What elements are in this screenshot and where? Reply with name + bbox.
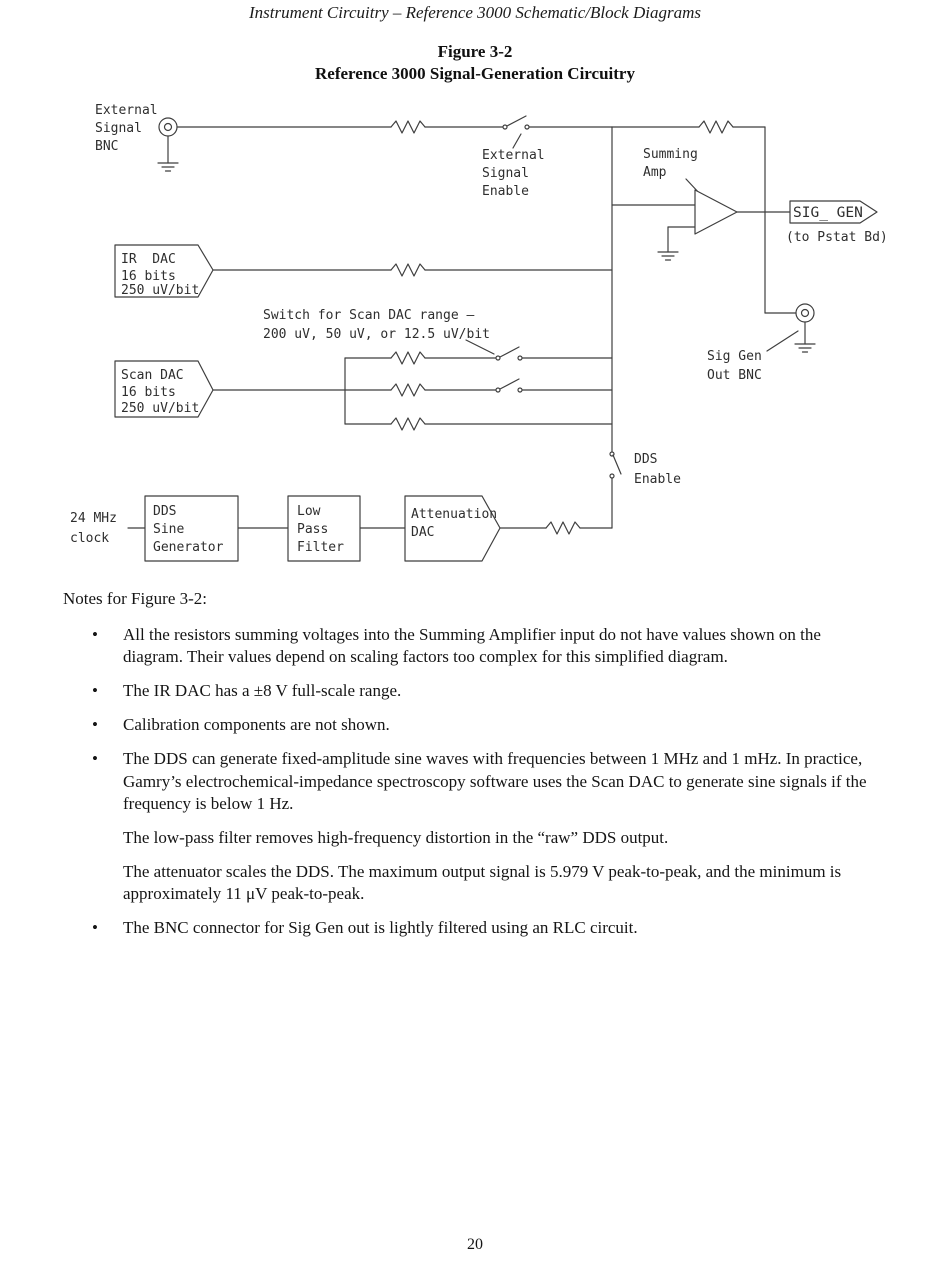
switch-scan-range-1 — [496, 347, 522, 360]
external-signal-enable-label-2: Signal — [482, 166, 529, 181]
figure-title: Reference 3000 Signal-Generation Circuitry — [315, 64, 635, 83]
dds-gen-label-2: Sine — [153, 522, 185, 537]
external-signal-bnc-connector — [159, 118, 177, 136]
dds-sine-generator-block — [145, 496, 238, 561]
scan-switch-note-2: 200 uV, 50 uV, or 12.5 uV/bit — [263, 327, 490, 342]
circuit-diagram — [0, 0, 950, 578]
running-header: Instrument Circuitry – Reference 3000 Schematic/Block Diagrams — [249, 3, 701, 22]
switch-scan-range-2 — [496, 379, 522, 392]
atten-dac-label-2: DAC — [411, 525, 435, 540]
note-item-5 — [63, 827, 883, 849]
clock-label-2: clock — [70, 531, 110, 546]
dds-enable-label-1: DDS — [634, 452, 658, 467]
atten-dac-label-1: Attenuation — [411, 507, 498, 522]
low-pass-filter-block — [288, 496, 360, 561]
summing-amp-label-1: Summing — [643, 147, 698, 162]
to-pstat-label: (to Pstat Bd) — [786, 230, 888, 245]
sig-gen-tag-label: SIG_ GEN — [793, 205, 863, 221]
clock-label-1: 24 MHz — [70, 511, 117, 526]
bullet-marker: • — [92, 749, 98, 769]
scan-dac-label-3: 250 uV/bit — [121, 401, 200, 416]
note-text: The low-pass filter removes high-frequency distortion in the “raw” DDS output. — [123, 827, 669, 847]
dds-gen-label-1: DDS — [153, 504, 177, 519]
note-item-1 — [63, 624, 883, 668]
figure-label: Figure 3-2 — [437, 42, 513, 61]
bullet-marker: • — [92, 715, 98, 735]
ir-dac-block — [115, 245, 213, 298]
switch-dds-enable — [610, 452, 621, 478]
note-text: The DDS can generate fixed-amplitude sine waves with frequencies between 1 MHz and 1 mHz. In practice, Gamry’s electrochemical-impedance spectroscopy software uses the Scan DAC to generate sine signals if the frequency is below 1 Hz. — [123, 749, 867, 813]
external-signal-enable-label-1: External — [482, 148, 545, 163]
sig-gen-tag — [786, 201, 888, 245]
sig-gen-out-bnc-connector — [796, 304, 814, 322]
ir-dac-label-1: IR DAC — [121, 252, 176, 267]
bullet-marker: • — [92, 625, 98, 645]
summing-amp-label-2: Amp — [643, 165, 667, 180]
notes-section — [63, 588, 883, 951]
sig-gen-out-label-1: Sig Gen — [707, 349, 762, 364]
bullet-marker: • — [92, 681, 98, 701]
external-signal-enable-label-3: Enable — [482, 184, 529, 199]
note-item-6 — [63, 861, 883, 905]
lpf-label-3: Filter — [297, 540, 344, 555]
summing-amp-opamp — [695, 190, 737, 234]
switch-external-signal-enable — [503, 116, 529, 129]
lpf-label-1: Low — [297, 504, 321, 519]
notes-heading: Notes for Figure 3-2: — [63, 589, 208, 608]
page-number: 20 — [467, 1236, 483, 1253]
bullet-marker: • — [92, 918, 98, 938]
scan-switch-note-1: Switch for Scan DAC range – — [263, 308, 475, 323]
diagram-labels — [70, 103, 762, 546]
note-item-3 — [63, 714, 883, 736]
note-text: The attenuator scales the DDS. The maximum output signal is 5.979 V peak-to-peak, and the minimum is approximately 11 μV peak-to-peak. — [123, 861, 842, 903]
attenuation-dac-block — [405, 496, 500, 561]
dds-enable-label-2: Enable — [634, 472, 681, 487]
note-item-7 — [63, 917, 883, 939]
external-signal-bnc-label-3: BNC — [95, 139, 119, 154]
scan-dac-label-1: Scan DAC — [121, 368, 184, 383]
dds-gen-label-3: Generator — [153, 540, 224, 555]
note-text: The IR DAC has a ±8 V full-scale range. — [123, 681, 402, 701]
lpf-label-2: Pass — [297, 522, 329, 537]
ir-dac-label-2: 16 bits — [121, 269, 176, 284]
note-text: All the resistors summing voltages into the Summing Amplifier input do not have values shown on the diagram. Their values depend on scaling factors too complex for this simplified diagram. — [123, 625, 821, 667]
note-item-4 — [63, 748, 883, 814]
note-text: Calibration components are not shown. — [123, 715, 390, 735]
scan-dac-label-2: 16 bits — [121, 385, 176, 400]
external-signal-bnc-label-2: Signal — [95, 121, 142, 136]
ir-dac-label-3: 250 uV/bit — [121, 283, 200, 298]
sig-gen-out-label-2: Out BNC — [707, 368, 762, 383]
note-item-2 — [63, 680, 883, 702]
external-signal-bnc-label-1: External — [95, 103, 158, 118]
note-text: The BNC connector for Sig Gen out is lightly filtered using an RLC circuit. — [123, 918, 638, 938]
scan-dac-block — [115, 361, 213, 417]
